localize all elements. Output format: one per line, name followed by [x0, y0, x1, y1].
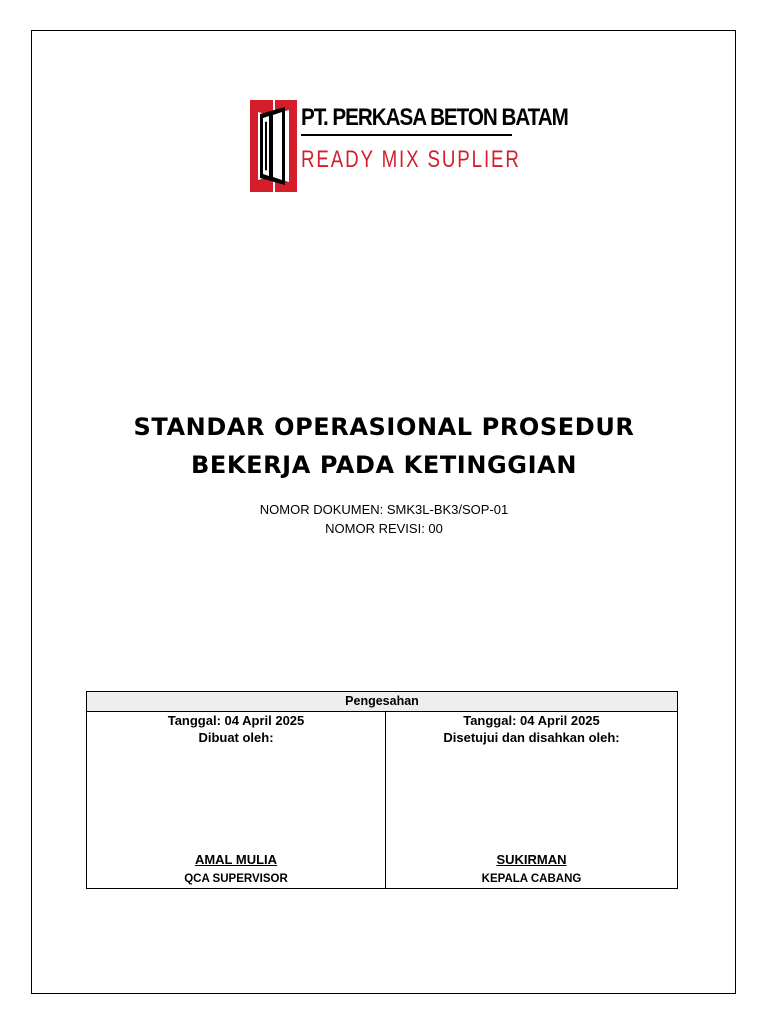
approval-header: Pengesahan — [87, 692, 677, 712]
prepared-by-cell — [87, 712, 386, 888]
prepared-position: QCA SUPERVISOR — [184, 873, 288, 885]
approved-role-label: Disetujui dan disahkan oleh: — [443, 730, 620, 745]
prepared-role-label: Dibuat oleh: — [198, 730, 274, 745]
approved-name: SUKIRMAN — [496, 852, 567, 867]
company-logo — [249, 96, 568, 196]
logo-company-name: PT. PERKASA BETON BATAM — [301, 104, 568, 131]
document-number: NOMOR DOKUMEN: SMK3L-BK3/SOP-01 — [259, 502, 509, 517]
approved-position: KEPALA CABANG — [481, 873, 582, 885]
approved-date: Tanggal: 04 April 2025 — [463, 713, 600, 728]
approved-by-cell — [386, 712, 677, 888]
prepared-name: AMAL MULIA — [194, 852, 278, 867]
prepared-date: Tanggal: 04 April 2025 — [167, 713, 305, 728]
document-title-line-2: BEKERJA PADA KETINGGIAN — [191, 451, 577, 479]
revision-number: NOMOR REVISI: 00 — [325, 521, 443, 536]
document-title-line-1: STANDAR OPERASIONAL PROSEDUR — [133, 413, 635, 441]
logo-divider — [301, 134, 512, 136]
logo-tagline: READY MIX SUPLIER — [301, 146, 521, 173]
logo-mark-icon — [249, 96, 299, 196]
approval-table — [86, 691, 678, 889]
